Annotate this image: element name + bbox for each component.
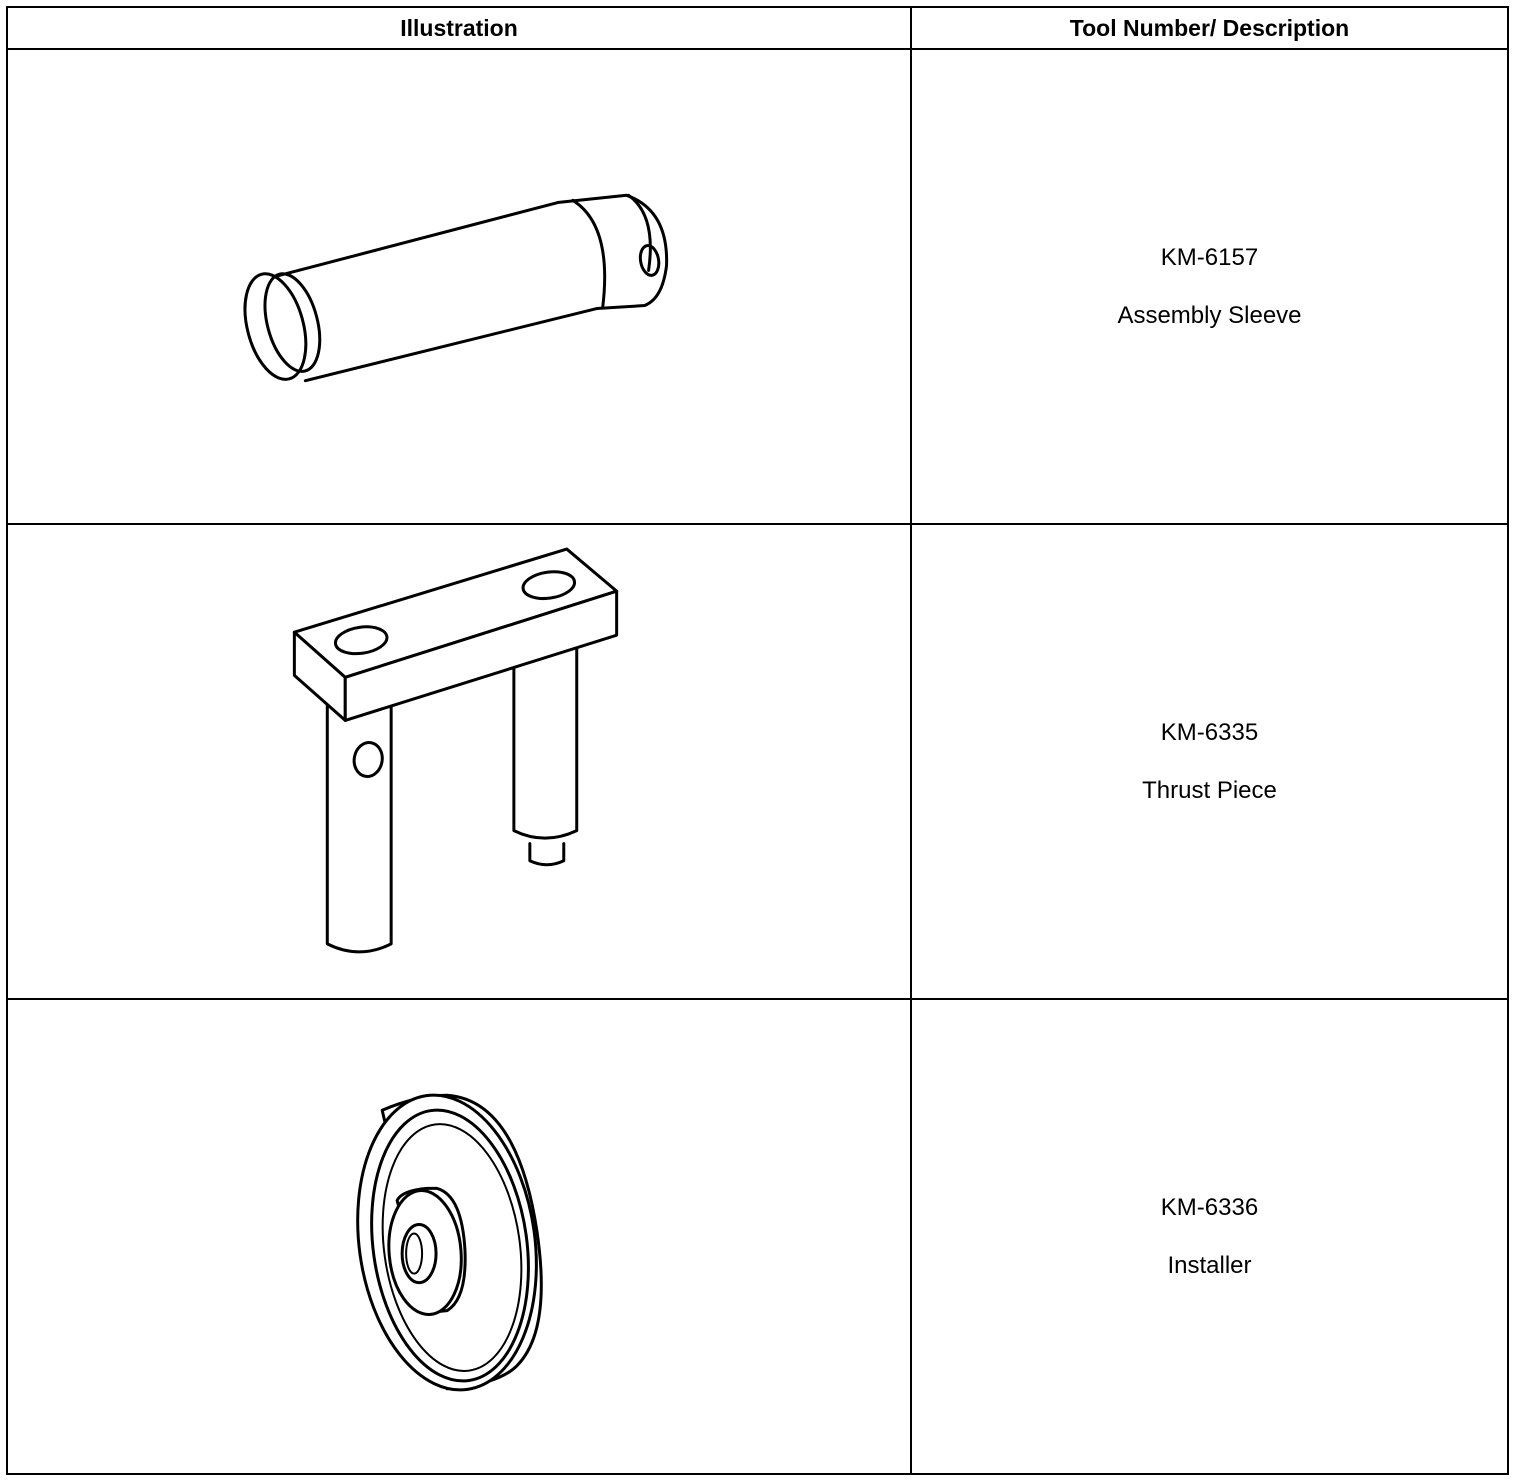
thrust-piece-icon (8, 525, 910, 998)
description-header: Tool Number/ Description (911, 7, 1508, 49)
illustration-cell (7, 49, 911, 524)
table-row (7, 49, 1508, 524)
tool-number: KM-6157 (1160, 243, 1259, 271)
tool-description-cell (911, 49, 1508, 524)
illustration-cell (7, 524, 911, 999)
table-row (7, 999, 1508, 1474)
header-row (7, 7, 1508, 49)
special-tools-table (6, 6, 1509, 1475)
table-row (7, 524, 1508, 999)
illustration-header: Illustration (7, 7, 911, 49)
tool-description-cell (911, 999, 1508, 1474)
tool-number: KM-6336 (1160, 1193, 1259, 1221)
installer-icon (8, 1000, 910, 1473)
tool-name: Assembly Sleeve (1117, 301, 1302, 329)
assembly-sleeve-icon (8, 50, 910, 523)
illustration-cell (7, 999, 911, 1474)
tool-name: Thrust Piece (1142, 776, 1277, 804)
tool-name: Installer (1167, 1251, 1252, 1279)
tool-number: KM-6335 (1160, 718, 1259, 746)
tool-description-cell (911, 524, 1508, 999)
